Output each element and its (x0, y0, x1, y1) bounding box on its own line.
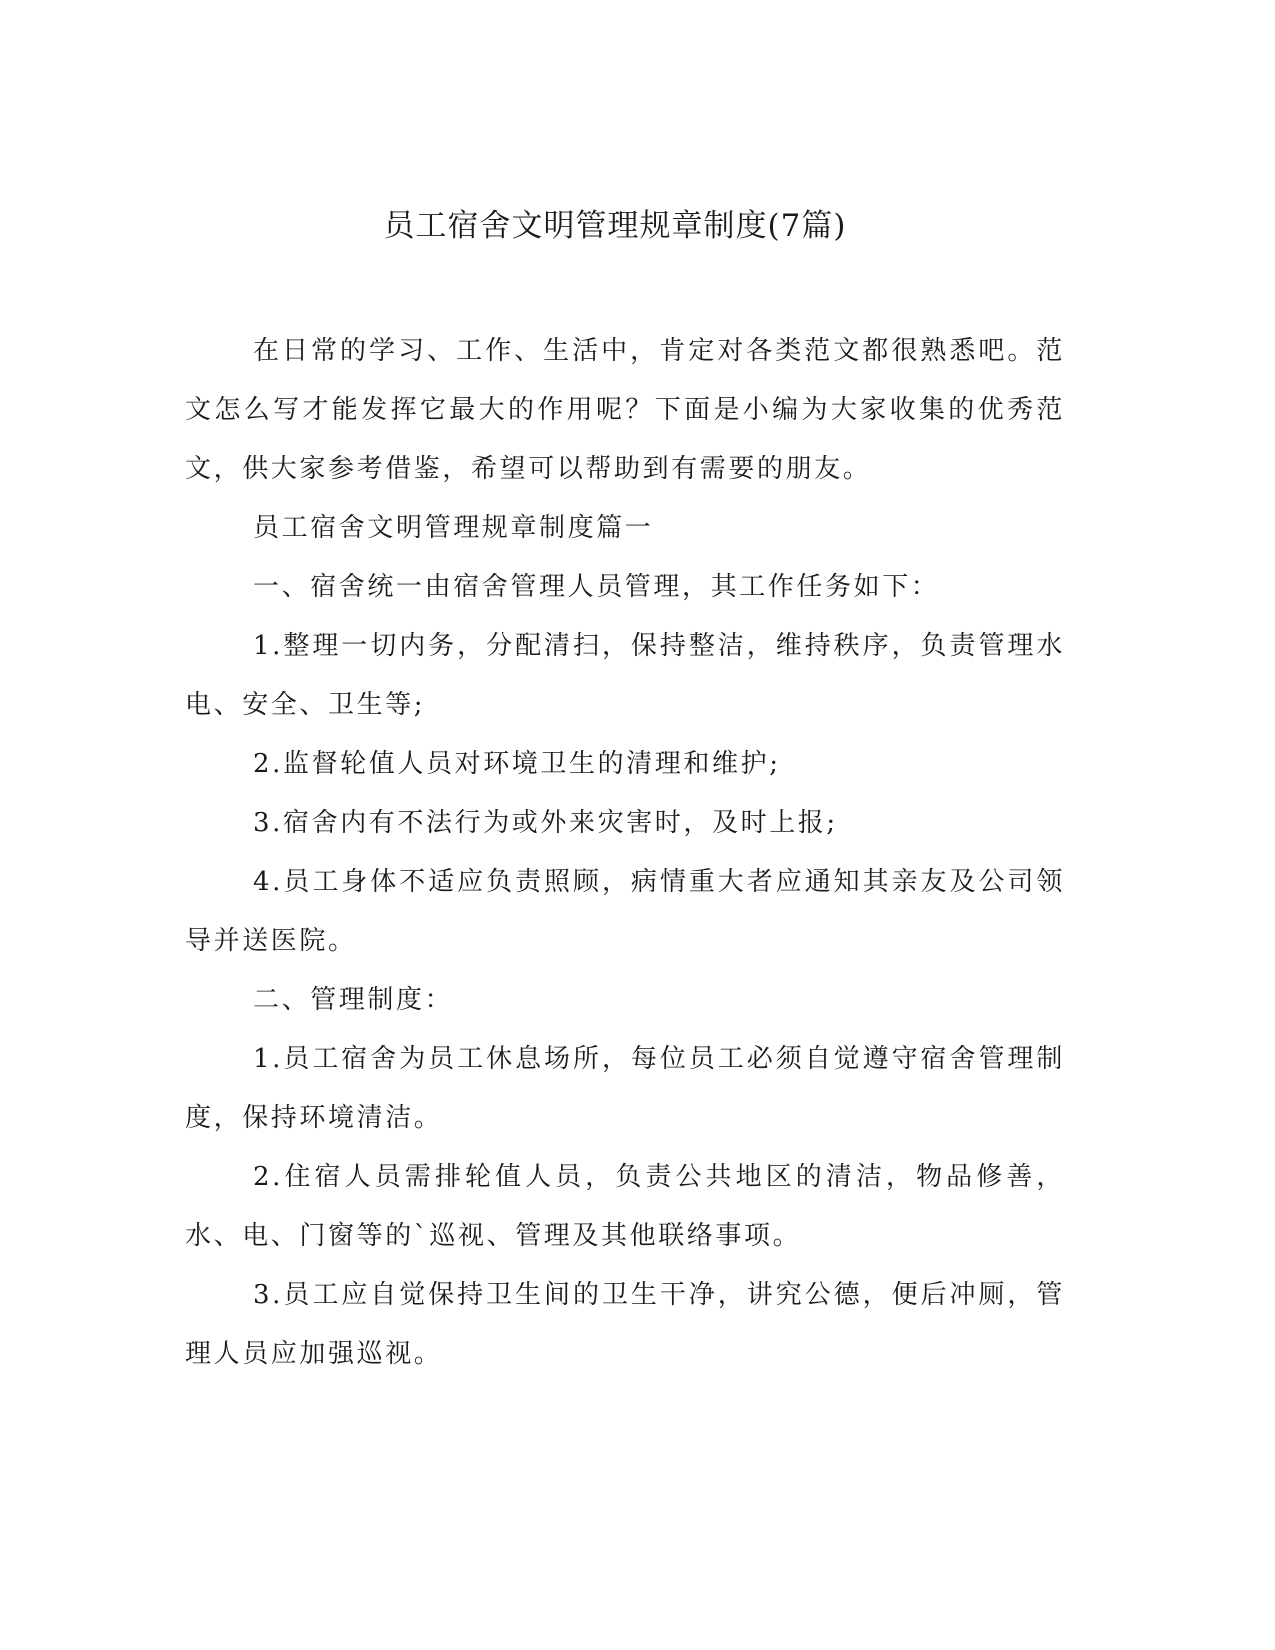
list-item: 4.员工身体不适应负责照顾，病情重大者应通知其亲友及公司领导并送医院。 (185, 867, 1065, 956)
section-heading-two: 二、管理制度： (253, 985, 454, 1015)
list-item: 2.住宿人员需排轮值人员，负责公共地区的清洁，物品修善，水、电、门窗等的`巡视、管理及其他联络事项。 (185, 1162, 1065, 1251)
section-heading-part-one: 员工宿舍文明管理规章制度篇一 (253, 513, 654, 543)
list-item: 3.员工应自觉保持卫生间的卫生干净，讲究公德，便后冲厕，管理人员应加强巡视。 (185, 1280, 1065, 1369)
list-item: 3.宿舍内有不法行为或外来灾害时，及时上报; (253, 808, 838, 838)
section-heading-one: 一、宿舍统一由宿舍管理人员管理，其工作任务如下： (253, 572, 940, 602)
list-item: 1.整理一切内务，分配清扫，保持整洁，维持秩序，负责管理水电、安全、卫生等; (185, 631, 1065, 720)
intro-paragraph: 在日常的学习、工作、生活中，肯定对各类范文都很熟悉吧。范文怎么写才能发挥它最大的作用呢？下面是小编为大家收集的优秀范文，供大家参考借鉴，希望可以帮助到有需要的朋友。 (185, 336, 1065, 484)
document-body (185, 322, 1065, 1384)
list-item: 1.员工宿舍为员工休息场所，每位员工必须自觉遵守宿舍管理制度，保持环境清洁。 (185, 1044, 1065, 1133)
list-item: 2.监督轮值人员对环境卫生的清理和维护; (253, 749, 781, 779)
document-title: 员工宿舍文明管理规章制度(7篇) (383, 208, 847, 244)
